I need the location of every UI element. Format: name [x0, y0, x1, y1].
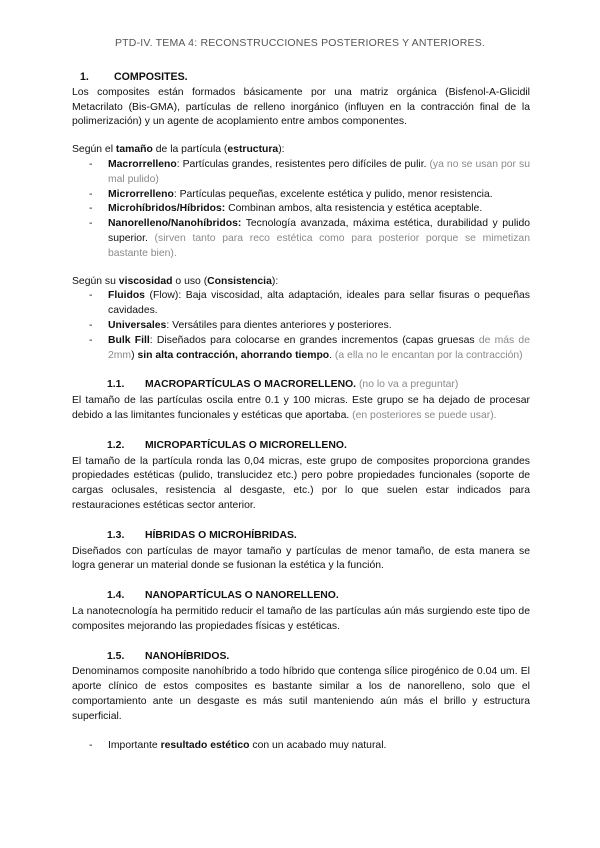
size-intro: Según el tamaño de la partícula (estructura):	[72, 144, 285, 156]
section-1-5-body: Denominamos composite nanohíbrido a todo híbrido que contenga sílice pirogénico de 0.04 um. El aporte clínico de estos composites es bastante similar a los de nanorelleno, solo que el comportamiento ante un desgaste es más sutil manteniendo aún más el brillo y estructura superficial.	[72, 666, 530, 722]
viscosity-intro: Según su viscosidad o uso (Consistencia):	[72, 275, 279, 287]
document-body	[72, 70, 530, 754]
section-1-4-heading: 1.4. NANOPARTÍCULAS O NANORELLENO.	[72, 589, 530, 604]
section-1-5-heading: 1.5. NANOHÍBRIDOS.	[72, 650, 530, 665]
section-title: COMPOSITES.	[114, 71, 188, 83]
list-item: - Importante resultado estético con un acabado muy natural.	[89, 740, 387, 752]
section-1-heading	[72, 70, 530, 85]
section-1-3-body: Diseñados con partículas de mayor tamaño y partículas de menor tamaño, de esta manera se logra generar un material donde se fusionan la estética y la función.	[72, 545, 530, 572]
size-list	[72, 158, 530, 262]
section-title: MICROPARTÍCULAS O MICRORELLENO.	[145, 439, 347, 451]
section-title: NANOPARTÍCULAS O NANORELLENO.	[145, 590, 339, 602]
list-item: - Fluidos (Flow): Baja viscosidad, alta adaptación, ideales para sellar fisuras o pequeñas cavidades.	[89, 290, 530, 317]
section-1-2-body: El tamaño de la partícula ronda las 0,04 micras, este grupo de composites proporciona grandes propiedades estéticas (pulido, translucidez etc.) pero pobre propiedades funcionales (soporte de cargas oclusales, resistencia al desgaste, etc.) por lo que suelen estar indicados para restauraciones estéticas sector anterior.	[72, 455, 530, 511]
section-1-4-body: La nanotecnología ha permitido reducir el tamaño de las partículas aún más surgiendo este tipo de composites mejorando las propiedades físicas y estéticas.	[72, 605, 530, 632]
list-item: - Bulk Fill: Diseñados para colocarse en grandes incrementos (capas gruesas de más de 2mm) sin alta contracción, ahorrando tiempo. (a ella no le encantan por la contracción)	[89, 334, 530, 361]
section-1-1-heading: 1.1. MACROPARTÍCULAS O MACRORELLENO. (no lo va a preguntar)	[107, 379, 459, 391]
section-1-intro: Los composites están formados básicamente por una matriz orgánica (Bisfenol-A-Glicidil Metacrilato (Bis-GMA), partículas de relleno inorgánico (influyen en la contracción final de la polimerización) y un agente de acoplamiento entre ambos componentes.	[72, 86, 530, 128]
section-number: 1.	[80, 71, 89, 83]
section-1-2-heading: 1.2. MICROPARTÍCULAS O MICRORELLENO.	[72, 439, 530, 454]
list-item: - Macrorrelleno: Partículas grandes, resistentes pero difíciles de pulir. (ya no se usan por su mal pulido)	[89, 158, 530, 185]
list-item: - Microhíbridos/Híbridos: Combinan ambos, alta resistencia y estética aceptable.	[89, 203, 483, 215]
section-title: NANOHÍBRIDOS.	[145, 650, 230, 662]
section-1-3-heading: 1.3. HÍBRIDAS O MICROHÍBRIDAS.	[72, 529, 530, 544]
section-title: MACROPARTÍCULAS O MACRORELLENO.	[145, 379, 357, 391]
section-1-5-list	[72, 739, 530, 754]
list-item: - Microrrelleno: Partículas pequeñas, excelente estética y pulido, menor resistencia.	[89, 188, 493, 200]
section-title: HÍBRIDAS O MICROHÍBRIDAS.	[145, 529, 297, 541]
viscosity-list	[72, 289, 530, 363]
page-header: PTD-IV. TEMA 4: RECONSTRUCCIONES POSTERIORES Y ANTERIORES.	[114, 37, 486, 49]
list-item: - Universales: Versátiles para dientes anteriores y posteriores.	[89, 319, 392, 331]
list-item: - Nanorelleno/Nanohíbridos: Tecnología avanzada, máxima estética, durabilidad y pulido superior. (sirven tanto para reco estética como para posterior porque se mimetizan bastante bien).	[89, 218, 530, 259]
section-1-1-body: El tamaño de las partículas oscila entre 0.1 y 100 micras. Este grupo se ha dejado de procesar debido a las limitantes funcionales y estéticas que aportaba. (en posteriores se puede usar).	[72, 395, 530, 421]
